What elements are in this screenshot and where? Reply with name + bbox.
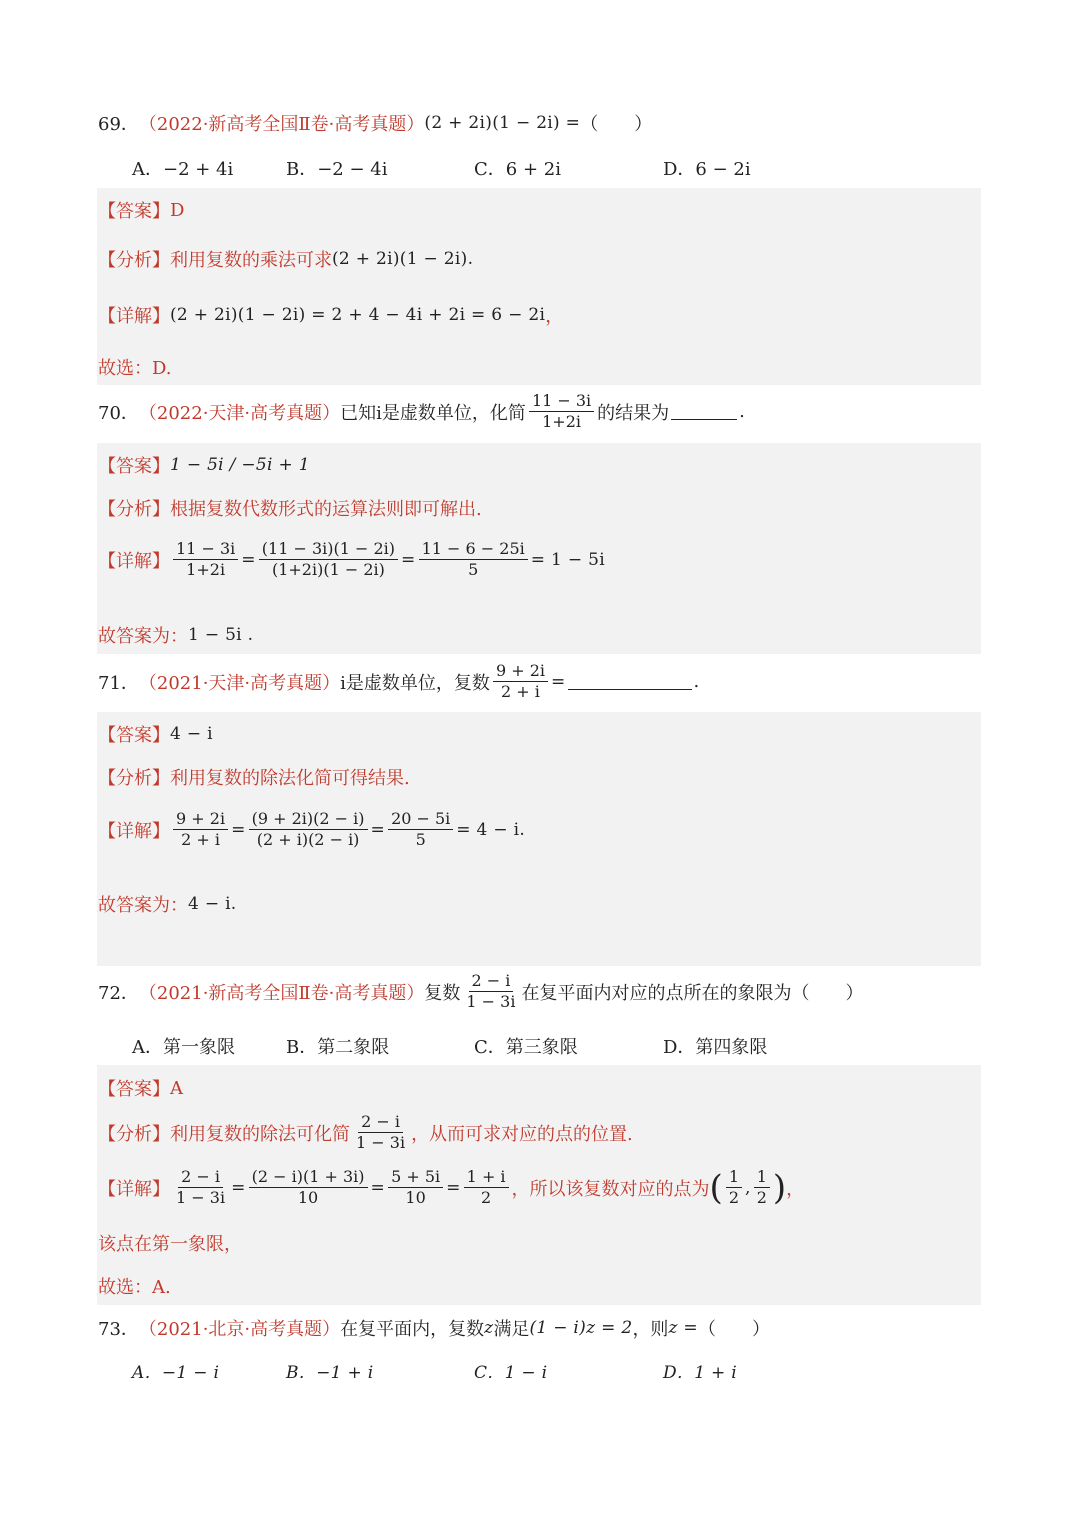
fraction-numerator: 11 − 3i — [173, 540, 238, 560]
answer-value: 1 − 5i / −5i + 1 — [170, 455, 310, 475]
option-a[interactable]: A．−2 + 4i — [132, 159, 234, 180]
detail-math: (2 + 2i)(1 − 2i) = 2 + 4 − 4i + 2i = 6 − 2i — [170, 305, 546, 325]
answer-value: A — [170, 1077, 183, 1099]
question-number: 72． — [98, 982, 139, 1004]
question-fraction — [493, 662, 548, 702]
question-end: . — [693, 671, 700, 693]
comma-separator: , — [745, 1177, 751, 1198]
option-a[interactable]: A．第一象限 — [132, 1037, 235, 1058]
analysis-fraction — [353, 1113, 408, 1153]
question-math: (2 + 2i)(1 − 2i) = — [424, 113, 581, 133]
question-number: 71． — [98, 672, 139, 694]
question-text: 复数 — [424, 982, 461, 1004]
right-paren-icon: ) — [772, 1167, 787, 1208]
answer-blank[interactable] — [671, 418, 737, 420]
question-fraction — [529, 392, 594, 432]
question-number: 69． — [98, 114, 139, 135]
answer-line — [98, 452, 310, 478]
answer-line — [98, 197, 184, 223]
fraction-denominator: 2 + i — [501, 682, 540, 702]
fraction-denominator: 1 − 3i — [356, 1133, 406, 1153]
fraction-denominator: 2 — [481, 1188, 492, 1208]
detail-fraction-1 — [173, 1168, 228, 1208]
question-text: 已知i是虚数单位，化简 — [340, 402, 526, 424]
option-b[interactable]: B．−1 + i — [286, 1363, 374, 1383]
detail-fraction-3 — [419, 540, 528, 580]
question-source: （2022·新高考全国Ⅱ卷·高考真题） — [138, 114, 425, 135]
detail-fraction-2 — [249, 810, 368, 850]
equals-sign: = — [231, 819, 246, 840]
question-text: i是虚数单位，复数 — [340, 672, 490, 694]
question-text-2: 满足 — [493, 1319, 530, 1340]
fraction-denominator: 2 — [728, 1188, 739, 1208]
answer-line — [98, 721, 213, 747]
question-source: （2021·新高考全国Ⅱ卷·高考真题） — [138, 982, 425, 1004]
detail-fraction-2 — [259, 540, 398, 580]
analysis-math: (2 + 2i)(1 − 2i). — [332, 249, 474, 269]
detail-end: ， — [545, 306, 564, 327]
question-73-stem — [98, 1315, 770, 1341]
question-math: (1 − i)z = 2 — [529, 1318, 633, 1338]
option-b[interactable]: B．第二象限 — [286, 1037, 390, 1058]
equals-sign: = — [446, 1177, 461, 1198]
equals-sign: = — [551, 671, 566, 692]
detail-fraction-1 — [173, 540, 238, 580]
detail-fraction-3 — [388, 810, 453, 850]
detail-label: 【详解】 — [98, 1178, 170, 1200]
question-source: （2022·天津·高考真题） — [138, 402, 341, 424]
analysis-line — [98, 495, 482, 521]
question-fraction — [463, 972, 518, 1012]
fraction-denominator: 1+2i — [186, 560, 226, 580]
option-c[interactable]: C．6 + 2i — [474, 159, 561, 180]
option-c[interactable]: C．1 − i — [474, 1363, 548, 1383]
fraction-numerator: (9 + 2i)(2 − i) — [249, 810, 368, 830]
question-text: 在复平面内，复数 — [340, 1319, 485, 1340]
analysis-label: 【分析】 — [98, 1123, 170, 1145]
detail-line-2: 该点在第一象限， — [98, 1234, 242, 1255]
conclusion-math: 4 − i. — [188, 894, 237, 914]
fraction-denominator: 1 − 3i — [176, 1188, 226, 1208]
equals-sign: = — [401, 549, 416, 570]
analysis-label: 【分析】 — [98, 768, 170, 789]
question-text-2: 的结果为 — [597, 402, 670, 424]
fraction-numerator: (2 − i)(1 + 3i) — [249, 1168, 368, 1188]
question-end: . — [739, 401, 745, 423]
conclusion-line: 故选：A. — [98, 1277, 171, 1298]
analysis-text-2: ，从而可求对应的点的位置. — [411, 1123, 633, 1145]
detail-line — [98, 540, 605, 580]
fraction-numerator: 2 − i — [178, 1168, 223, 1188]
answer-label: 【答案】 — [98, 1079, 170, 1100]
question-71-stem — [98, 662, 699, 702]
question-number: 73． — [98, 1319, 139, 1340]
fraction-numerator: 11 − 3i — [529, 392, 594, 412]
answer-paren: （ ） — [697, 1319, 770, 1340]
detail-end: ， — [786, 1178, 805, 1200]
fraction-numerator: 9 + 2i — [493, 662, 548, 682]
equals-sign: = — [231, 1177, 246, 1198]
fraction-numerator: 2 − i — [358, 1113, 403, 1133]
fraction-denominator: (1+2i)(1 − 2i) — [271, 560, 385, 580]
conclusion-line — [98, 622, 253, 648]
detail-fraction-3 — [388, 1168, 443, 1208]
fraction-numerator: 5 + 5i — [388, 1168, 443, 1188]
fraction-numerator: 11 − 6 − 25i — [419, 540, 528, 560]
left-paren-icon: ( — [709, 1167, 723, 1208]
detail-fraction-4 — [464, 1168, 509, 1208]
analysis-label: 【分析】 — [98, 250, 170, 271]
option-d[interactable]: D．6 − 2i — [663, 159, 751, 180]
detail-line — [98, 302, 563, 328]
point-y-fraction — [754, 1168, 770, 1208]
answer-blank[interactable] — [568, 688, 692, 690]
answer-label: 【答案】 — [98, 201, 170, 222]
analysis-line — [98, 246, 473, 272]
option-a[interactable]: A．−1 − i — [132, 1363, 220, 1383]
detail-line — [98, 810, 525, 850]
question-source: （2021·天津·高考真题） — [138, 672, 341, 694]
fraction-numerator: 2 − i — [469, 972, 514, 992]
fraction-numerator: 9 + 2i — [173, 810, 228, 830]
fraction-denominator: 2 — [756, 1188, 767, 1208]
question-72-stem — [98, 972, 863, 1012]
detail-label: 【详解】 — [98, 550, 170, 572]
fraction-denominator: 5 — [415, 830, 426, 850]
fraction-denominator: 10 — [297, 1188, 319, 1208]
option-c[interactable]: C．第三象限 — [474, 1037, 578, 1058]
option-b[interactable]: B．−2 − 4i — [286, 159, 388, 180]
detail-label: 【详解】 — [98, 306, 170, 327]
conclusion-line — [98, 891, 237, 917]
fraction-numerator: 1 + i — [464, 1168, 509, 1188]
fraction-numerator: 1 — [754, 1168, 770, 1188]
detail-label: 【详解】 — [98, 820, 170, 842]
detail-result: = 1 − 5i — [530, 549, 605, 570]
fraction-denominator: 10 — [405, 1188, 426, 1208]
equals-sign: = — [370, 819, 386, 840]
fraction-numerator: (11 − 3i)(1 − 2i) — [259, 540, 398, 560]
fraction-denominator: 1+2i — [542, 412, 581, 432]
point-x-fraction — [726, 1168, 742, 1208]
analysis-text: 利用复数的乘法可求 — [170, 250, 332, 271]
conclusion-text: 故答案为： — [98, 895, 188, 916]
analysis-text: 根据复数代数形式的运算法则即可解出. — [170, 499, 482, 520]
question-70-stem — [98, 392, 745, 432]
detail-text: ，所以该复数对应的点为 — [511, 1178, 710, 1200]
equals-sign: = — [370, 1177, 386, 1198]
variable-z: z — [484, 1318, 494, 1338]
fraction-denominator: 5 — [468, 560, 479, 580]
analysis-text: 利用复数的除法化简可得结果. — [170, 768, 410, 789]
conclusion-line: 故选：D. — [98, 358, 172, 379]
equals-sign: = — [241, 549, 256, 570]
answer-value: D — [170, 199, 185, 221]
question-69-stem — [98, 110, 652, 136]
question-source: （2021·北京·高考真题） — [138, 1319, 341, 1340]
option-d[interactable]: D．第四象限 — [663, 1037, 768, 1058]
answer-value: 4 − i — [170, 724, 213, 744]
conclusion-text: 故答案为： — [98, 626, 188, 647]
detail-fraction-1 — [173, 810, 228, 850]
analysis-label: 【分析】 — [98, 499, 170, 520]
analysis-text: 利用复数的除法可化简 — [170, 1123, 350, 1145]
question-text-3: ，则 — [632, 1319, 669, 1340]
fraction-denominator: 1 − 3i — [466, 992, 516, 1012]
detail-result: = 4 − i. — [456, 819, 526, 840]
analysis-line — [98, 1113, 633, 1153]
fraction-denominator: 2 + i — [181, 830, 220, 850]
answer-paren: （ ） — [580, 114, 653, 135]
solution-box-69 — [97, 188, 981, 385]
question-text-2: 在复平面内对应的点所在的象限为（ ） — [521, 982, 864, 1004]
fraction-numerator: 1 — [726, 1168, 742, 1188]
question-math-2: z = — [668, 1318, 698, 1338]
answer-label: 【答案】 — [98, 456, 170, 477]
fraction-numerator: 20 − 5i — [388, 810, 453, 830]
detail-fraction-2 — [249, 1168, 368, 1208]
fraction-denominator: (2 + i)(2 − i) — [256, 830, 360, 850]
analysis-line — [98, 764, 410, 790]
option-d[interactable]: D．1 + i — [663, 1363, 738, 1383]
conclusion-math: 1 − 5i . — [188, 625, 254, 645]
detail-line — [98, 1168, 804, 1208]
answer-line — [98, 1075, 183, 1101]
question-number: 70． — [98, 402, 139, 424]
answer-label: 【答案】 — [98, 725, 170, 746]
